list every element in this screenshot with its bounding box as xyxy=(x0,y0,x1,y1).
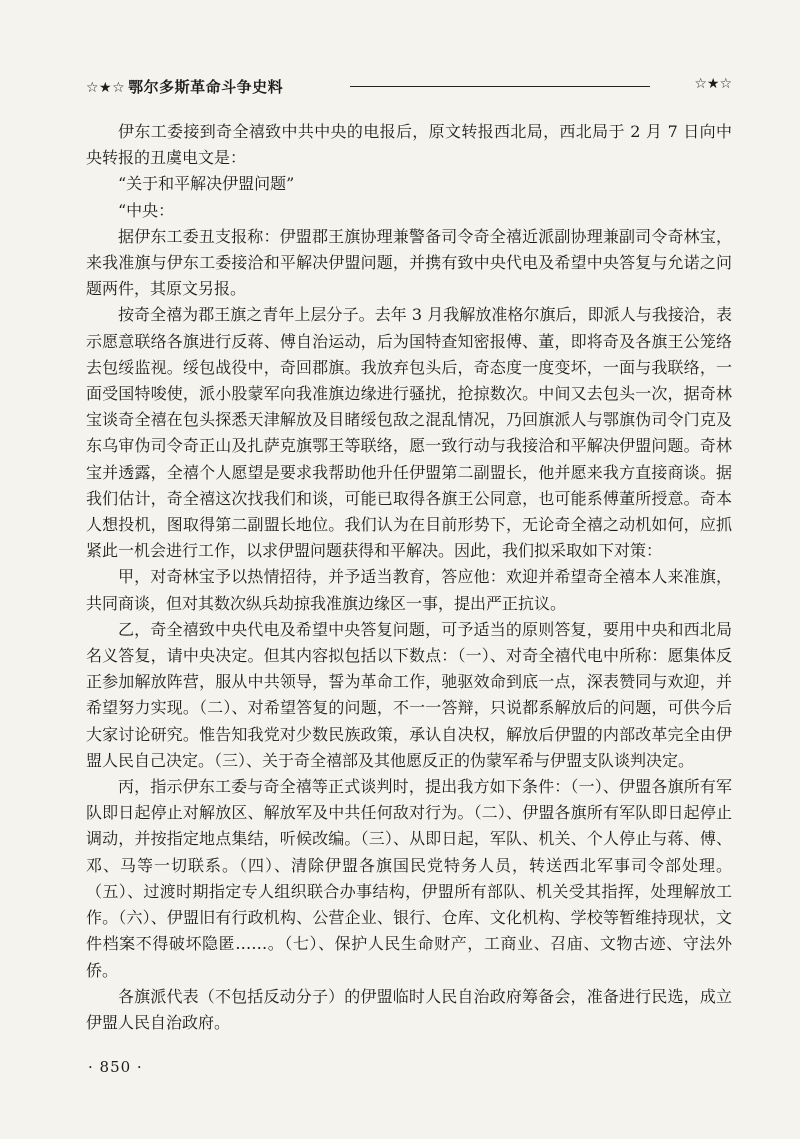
paragraph: “关于和平解决伊盟问题” xyxy=(118,174,295,194)
header-stars-right: ☆★☆ xyxy=(694,76,732,92)
paragraph: 乙，奇全禧致中央代电及希望中央答复问题，可予适当的原则答复，要用中央和西北局名义答复，请中央决定。但其内容拟包括以下数点：（一）、对奇全禧代电中所称：愿集体反正参加解放阵营，服从中共领导，誓为革命工作，驰驱效命到底一点，深表赞同与欢迎，并希望努力实现。（二）、对希望答复的问题，不一一答辩，只说都系解放后的问题，可供今后大家讨论研究。惟告知我党对少数民族政策，承认自决权，解放后伊盟的内部改革完全由伊盟人民自己决定。（三）、关于奇全禧部及其他愿反正的伪蒙军希与伊盟支队谈判决定。 xyxy=(86,619,732,770)
body-text xyxy=(86,119,732,1036)
running-header xyxy=(86,74,732,100)
paragraph: “中央： xyxy=(118,200,175,220)
paragraph: 按奇全禧为郡王旗之青年上层分子。去年 3 月我解放准格尔旗后，即派人与我接洽，表示愿意联络各旗进行反蒋、傅自治运动，后为国特查知密报傅、董，即将奇及各旗王公笼络去包绥监视。绥包战役中，奇回郡旗。我放弃包头后，奇态度一度变坏，一面与我联络，一面受国特唆使，派小股蒙军向我准旗边缘进行骚扰，抢掠数次。中间又去包头一次，据奇林宝谈奇全禧在包头探悉天津解放及目睹绥包敌之混乱情况，乃回旗派人与鄂旗伪司令门克及东乌审伪司令奇正山及扎萨克旗鄂王等联络，愿一致行动与我接洽和平解决伊盟问题。奇林宝并透露，全禧个人愿望是要求我帮助他升任伊盟第二副盟长，他并愿来我方直接商谈。据我们估计，奇全禧这次找我们和谈，可能已取得各旗王公同意，也可能系傅董所授意。奇本人想投机，图取得第二副盟长地位。我们认为在目前形势下，无论奇全禧之动机如何，应抓紧此一机会进行工作，以求伊盟问题获得和平解决。因此，我们拟采取如下对策： xyxy=(86,305,732,561)
paragraph: 各旗派代表（不包括反动分子）的伊盟临时人民自治政府筹备会，准备进行民选，成立伊盟人民自治政府。 xyxy=(86,986,732,1032)
header-stars-left: ☆★☆ xyxy=(86,80,126,96)
paragraph: 伊东工委接到奇全禧致中共中央的电报后，原文转报西北局，西北局于 2 月 7 日向中央转报的丑虞电文是： xyxy=(86,122,732,168)
page-number: · 850 · xyxy=(88,1058,143,1076)
paragraph: 丙，指示伊东工委与奇全禧等正式谈判时，提出我方如下条件：（一）、伊盟各旗所有军队即日起停止对解放区、解放军及中共任何敌对行为。（二）、伊盟各旗所有军队即日起停止调动，并按指定地点集结，听候改编。（三）、从即日起，军队、机关、个人停止与蒋、傅、邓、马等一切联系。（四）、清除伊盟各旗国民党特务人员，转送西北军事司令部处理。（五）、过渡时期指定专人组织联合办事结构，伊盟所有部队、机关受其指挥，处理解放工作。（六）、伊盟旧有行政机构、公营企业、银行、仓库、文化机构、学校等暂维持现状，文件档案不得破坏隐匿……。（七）、保护人民生命财产，工商业、召庙、文物古迹、守法外侨。 xyxy=(86,777,732,980)
paragraph: 据伊东工委丑支报称：伊盟郡王旗协理兼警备司令奇全禧近派副协理兼副司令奇林宝，来我准旗与伊东工委接洽和平解决伊盟问题，并携有致中央代电及希望中央答复与允诺之问题两件，其原文另报。 xyxy=(86,226,732,299)
paragraph: 甲，对奇林宝予以热情招待，并予适当教育，答应他：欢迎并希望奇全禧本人来准旗，共同商谈，但对其数次纵兵劫掠我准旗边缘区一事，提出严正抗议。 xyxy=(86,567,732,613)
header-title: 鄂尔多斯革命斗争史料 xyxy=(128,78,284,96)
header-title-group xyxy=(86,76,283,97)
header-rule xyxy=(350,86,650,87)
